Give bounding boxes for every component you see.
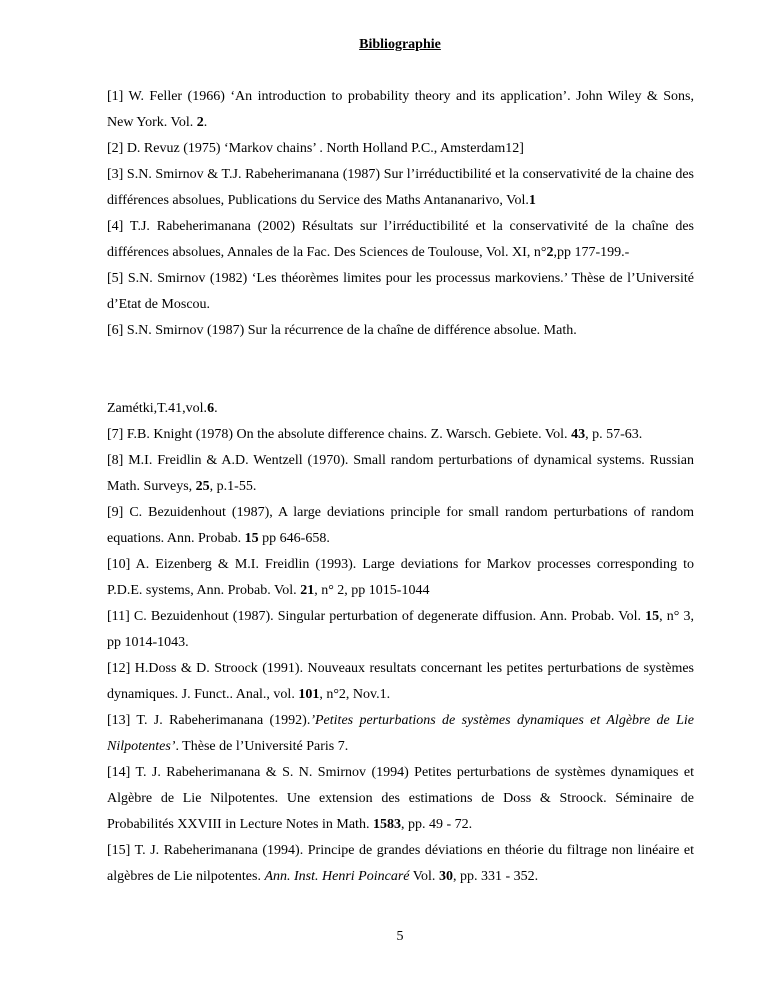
- reference-item: [11] C. Bezuidenhout (1987). Singular perturbation of degenerate diffusion. Ann. Probab. Vol. 15, n° 3, pp 1014-1043.: [107, 609, 694, 650]
- reference-item: [7] F.B. Knight (1978) On the absolute difference chains. Z. Warsch. Gebiete. Vol. 43, p. 57-63.: [107, 427, 643, 442]
- page-number: 5: [396, 929, 404, 944]
- reference-item: [2] D. Revuz (1975) ‘Markov chains’ . North Holland P.C., Amsterdam12]: [107, 141, 524, 156]
- reference-item: [6] S.N. Smirnov (1987) Sur la récurrence de la chaîne de différence absolue. Math.: [107, 323, 577, 338]
- reference-item: [4] T.J. Rabeherimanana (2002) Résultats sur l’irréductibilité et la conservativité de la chaîne des différences absolues, Annales de la Fac. Des Sciences de Toulouse, Vol. XI, n°2,pp 177-199.-: [107, 219, 694, 260]
- reference-item: [10] A. Eizenberg & M.I. Freidlin (1993). Large deviations for Markov processes corresponding to P.D.E. systems, Ann. Probab. Vol. 21, n° 2, pp 1015-1044: [107, 557, 694, 598]
- reference-item: [14] T. J. Rabeherimanana & S. N. Smirnov (1994) Petites perturbations de systèmes dynamiques et Algèbre de Lie Nilpotentes. Une extension des estimations de Doss & Stroock. Séminaire de Probabilités XXVIII in Lecture Notes in Math. 1583, pp. 49 - 72.: [107, 765, 694, 832]
- reference-item: [12] H.Doss & D. Stroock (1991). Nouveaux resultats concernant les petites perturbations de systèmes dynamiques. J. Funct.. Anal., vol. 101, n°2, Nov.1.: [107, 661, 694, 702]
- page-break-gap: [107, 344, 694, 396]
- reference-item: [5] S.N. Smirnov (1982) ‘Les théorèmes limites pour les processus markoviens.’ Thèse de l’Université d’Etat de Moscou.: [107, 271, 694, 312]
- reference-item: [8] M.I. Freidlin & A.D. Wentzell (1970). Small random perturbations of dynamical systems. Russian Math. Surveys, 25, p.1-55.: [107, 453, 694, 494]
- reference-item: [3] S.N. Smirnov & T.J. Rabeherimanana (1987) Sur l’irréductibilité et la conservativité de la chaine des différences absolues, Publications du Service des Maths Antananarivo, Vol.1: [107, 167, 694, 208]
- reference-item: [13] T. J. Rabeherimanana (1992).’Petites perturbations de systèmes dynamiques et Algèbre de Lie Nilpotentes’. Thèse de l’Université Paris 7.: [107, 713, 694, 754]
- reference-item: [9] C. Bezuidenhout (1987), A large deviations principle for small random perturbations of random equations. Ann. Probab. 15 pp 646-658.: [107, 505, 694, 546]
- reference-item: [1] W. Feller (1966) ‘An introduction to probability theory and its application’. John Wiley & Sons, New York. Vol. 2.: [107, 89, 694, 130]
- page-title: Bibliographie: [359, 37, 441, 52]
- reference-item: [15] T. J. Rabeherimanana (1994). Principe de grandes déviations en théorie du filtrage non linéaire et algèbres de Lie nilpotentes. Ann. Inst. Henri Poincaré Vol. 30, pp. 331 - 352.: [107, 843, 694, 884]
- reference-item-continued: Zamétki,T.41,vol.6.: [107, 401, 218, 416]
- reference-list: [107, 84, 694, 890]
